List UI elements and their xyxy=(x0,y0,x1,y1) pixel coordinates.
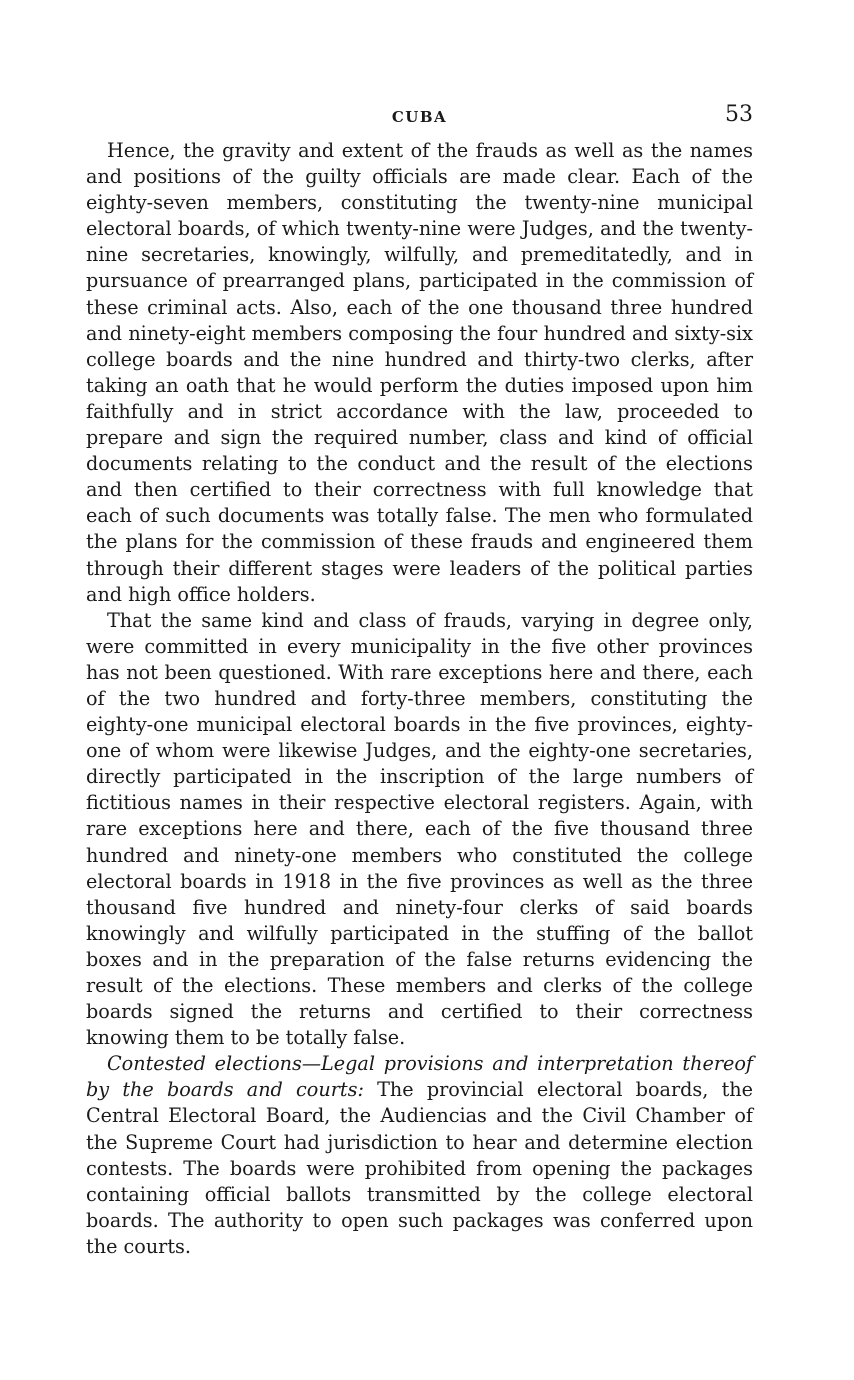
running-head xyxy=(86,98,753,138)
page-number: 53 xyxy=(725,102,753,127)
book-page xyxy=(86,98,753,1260)
section-heading: Contested elections—Legal provisions and interpretation thereof by the boards and courts: xyxy=(86,1052,753,1102)
paragraph-other-provinces: That the same kind and class of frauds, varying in degree only, were committed in every municipality in the five other provinces has not been questioned. With rare exceptions here and there, each of the two hundred and forty-three members, constituting the eighty-one municipal electoral boards in the five provinces, eighty-one of whom were likewise Judges, and the eighty-one secretaries, directly participated in the inscription of the large numbers of fictitious names in their respective electoral registers. Again, with rare exceptions here and there, each of the five thousand three hundred and ninety-one members who constituted the college electoral boards in 1918 in the five provinces as well as the three thousand five hundred and ninety-four clerks of said boards knowingly and wilfully participated in the stuffing of the ballot boxes and in the preparation of the false returns evidencing the result of the elections. These members and clerks of the college boards signed the returns and certified to their correctness knowing them to be totally false. xyxy=(86,608,753,1050)
paragraph-frauds-summary: Hence, the gravity and extent of the frauds as well as the names and positions of the guilty officials are made clear. Each of the eighty-seven members, constituting the twenty-nine municipal electoral boards, of which twenty-nine were Judges, and the twenty-nine secretaries, knowingly, wilfully, and premeditatedly, and in pursuance of prearranged plans, participated in the commission of these criminal acts. Also, each of the one thousand three hundred and ninety-eight members composing the four hundred and sixty-six college boards and the nine hundred and thirty-two clerks, after taking an oath that he would perform the duties imposed upon him faithfully and in strict accordance with the law, proceeded to prepare and sign the required number, class and kind of official documents relating to the conduct and the result of the elections and then certified to their correctness with full knowledge that each of such documents was totally false. The men who formulated the plans for the commission of these frauds and engineered them through their different stages were leaders of the political parties and high office holders. xyxy=(86,139,753,606)
paragraph-contested-elections xyxy=(86,1051,753,1260)
running-title: CUBA xyxy=(391,108,448,126)
body-text xyxy=(86,138,753,1260)
section-text: The provincial electoral boards, the Central Electoral Board, the Audiencias and the Civil Chamber of the Supreme Court had jurisdiction to hear and determine election contests. The boards were prohibited from opening the packages containing official ballots transmitted by the college electoral boards. The authority to open such packages was conferred upon the courts. xyxy=(86,1078,753,1258)
